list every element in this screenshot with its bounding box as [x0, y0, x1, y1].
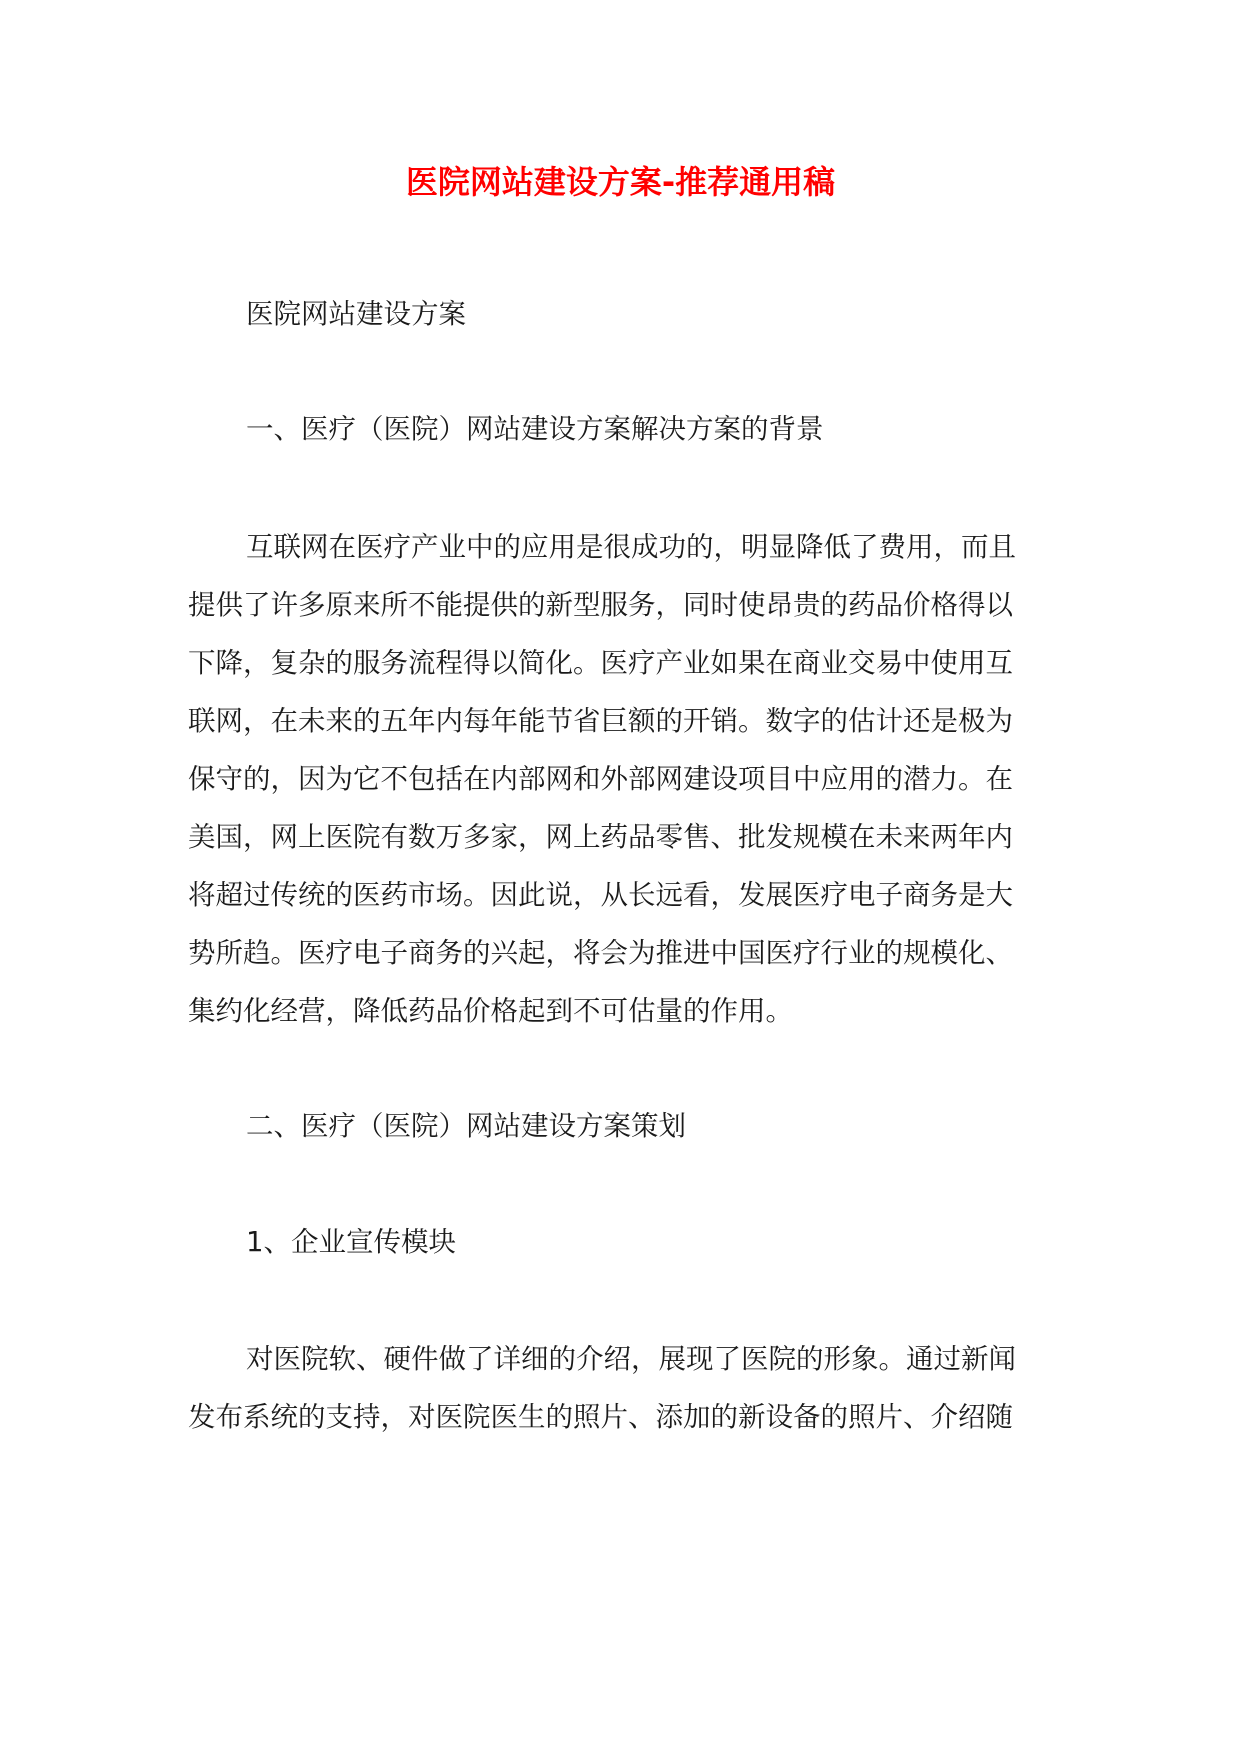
document-title: 医院网站建设方案-推荐通用稿 [405, 163, 836, 201]
paragraph-line: 互联网在医疗产业中的应用是很成功的，明显降低了费用，而且 [246, 531, 1016, 563]
subsection-heading-promotion: 1、企业宣传模块 [246, 1226, 456, 1258]
paragraph-line: 联网，在未来的五年内每年能节省巨额的开销。数字的估计还是极为 [188, 705, 1013, 737]
section-heading-background: 一、医疗（医院）网站建设方案解决方案的背景 [246, 413, 824, 445]
paragraph-line: 提供了许多原来所不能提供的新型服务，同时使昂贵的药品价格得以 [188, 589, 1013, 621]
paragraph-line: 发布系统的支持，对医院医生的照片、添加的新设备的照片、介绍随 [188, 1401, 1013, 1433]
paragraph-line: 下降，复杂的服务流程得以简化。医疗产业如果在商业交易中使用互 [188, 647, 1013, 679]
paragraph-line: 将超过传统的医药市场。因此说，从长远看，发展医疗电子商务是大 [188, 879, 1013, 911]
paragraph-line: 美国，网上医院有数万多家，网上药品零售、批发规模在未来两年内 [188, 821, 1013, 853]
paragraph-line: 集约化经营，降低药品价格起到不可估量的作用。 [188, 995, 793, 1027]
paragraph-line: 保守的，因为它不包括在内部网和外部网建设项目中应用的潜力。在 [188, 763, 1013, 795]
paragraph-line: 对医院软、硬件做了详细的介绍，展现了医院的形象。通过新闻 [246, 1343, 1016, 1375]
section-heading-planning: 二、医疗（医院）网站建设方案策划 [246, 1110, 686, 1142]
paragraph-line: 势所趋。医疗电子商务的兴起，将会为推进中国医疗行业的规模化、 [188, 937, 1013, 969]
document-subtitle: 医院网站建设方案 [246, 298, 466, 330]
